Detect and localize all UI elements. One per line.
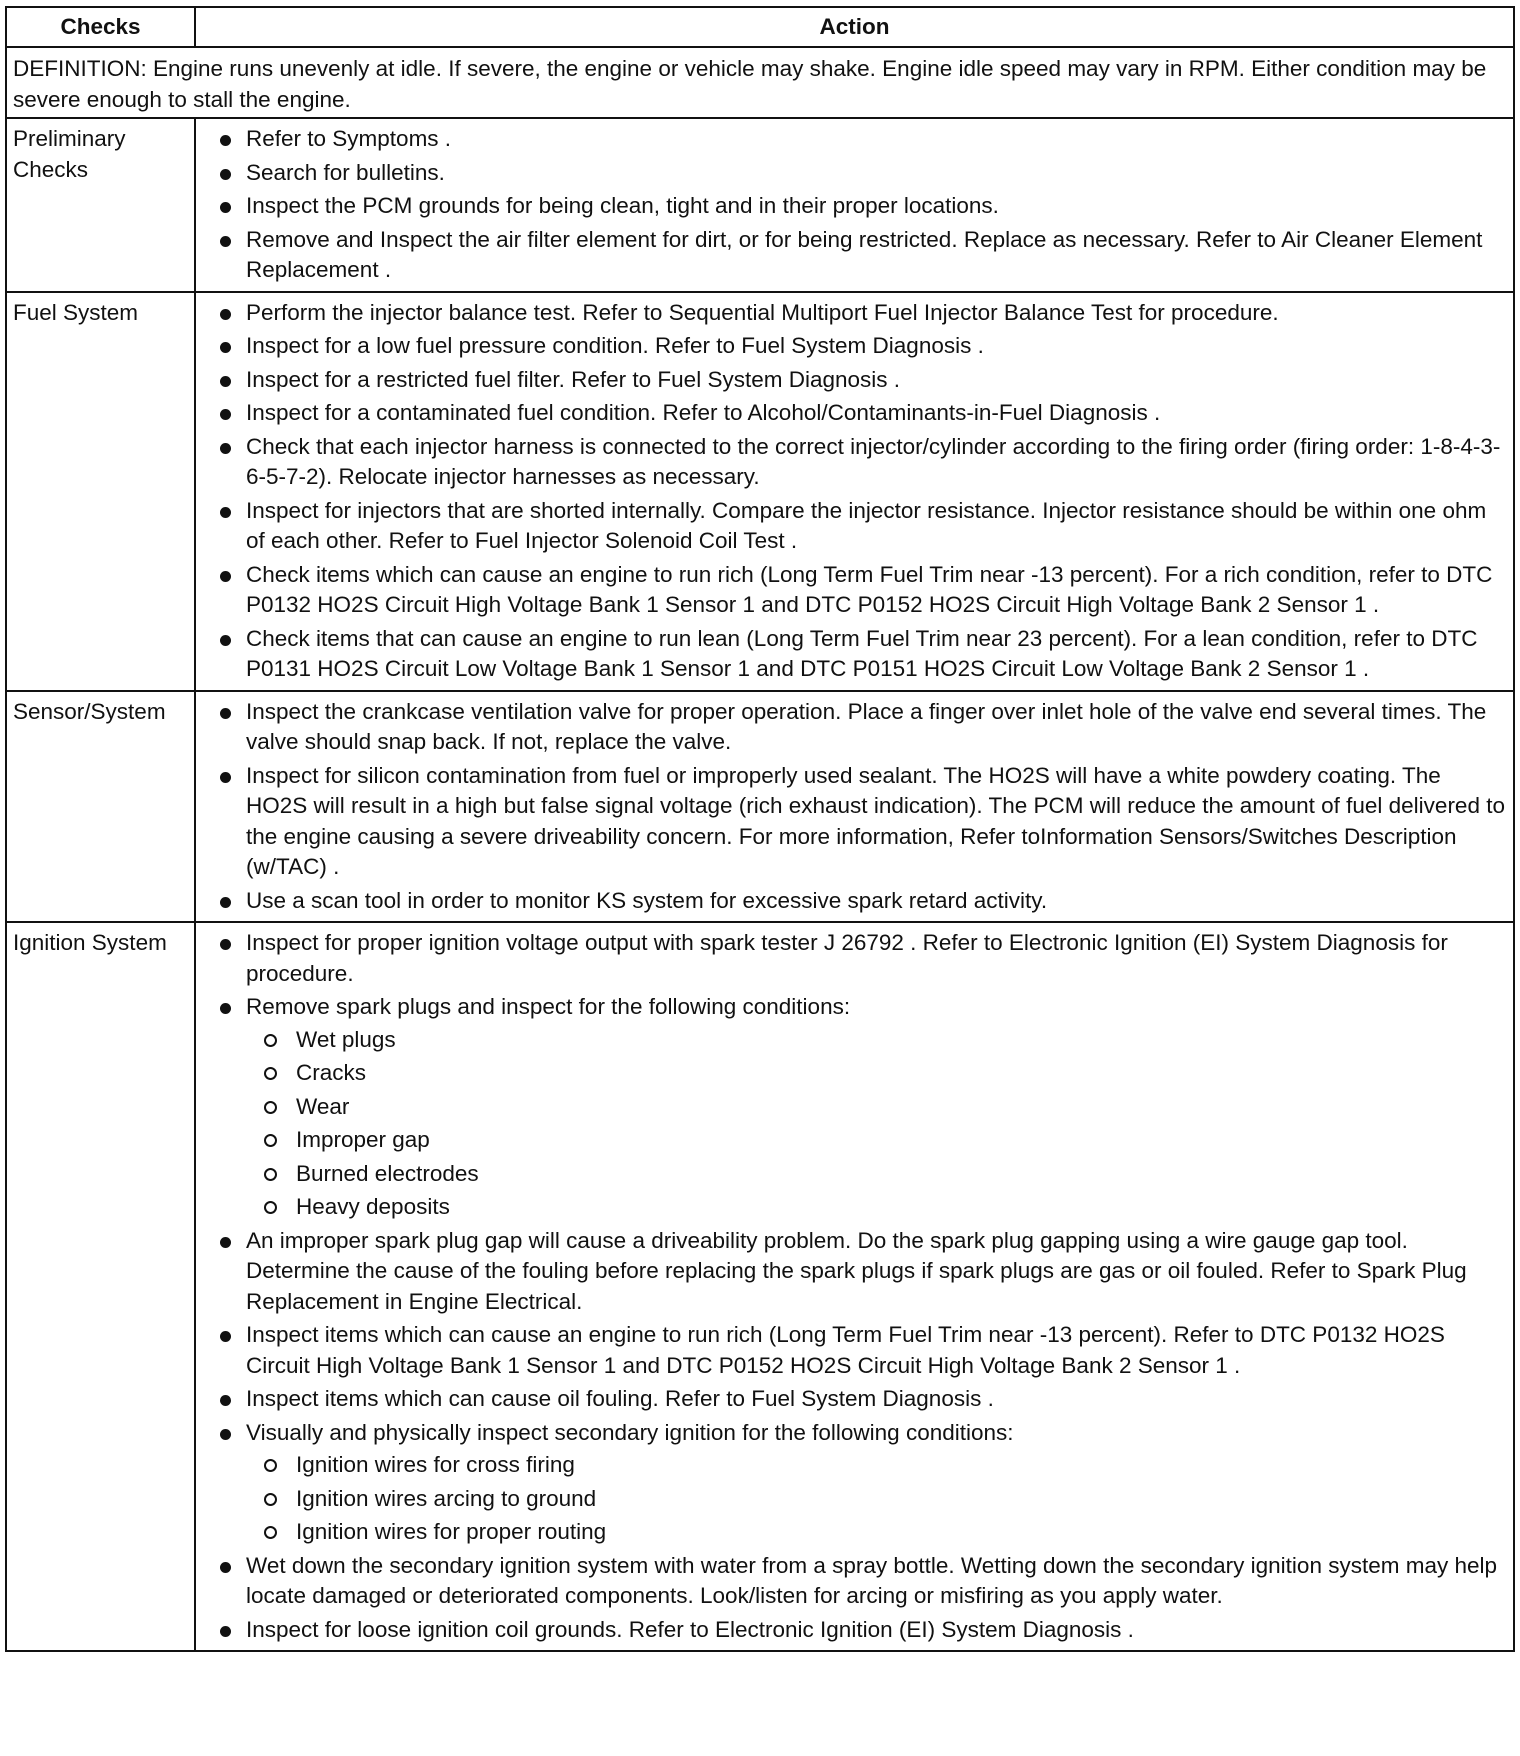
bullet-icon	[220, 236, 231, 247]
condition-item-text: Improper gap	[296, 1127, 430, 1152]
action-list	[202, 928, 1507, 1645]
condition-item	[246, 1450, 1507, 1481]
bullet-icon	[220, 409, 231, 420]
table-row	[6, 691, 1514, 923]
action-item	[202, 761, 1507, 883]
action-cell	[195, 118, 1514, 292]
action-item	[202, 398, 1507, 429]
action-item	[202, 225, 1507, 286]
bullet-icon	[220, 202, 231, 213]
circle-bullet-icon	[264, 1168, 277, 1181]
bullet-icon	[220, 708, 231, 719]
action-item-text: Check items that can cause an engine to run lean (Long Term Fuel Trim near 23 percent). For a lean condition, refer to DTC P0131 HO2S Circuit Low Voltage Bank 1 Sensor 1 and DTC P0151 HO2S Circuit Low Voltage Bank 2 Sensor 1 .	[246, 625, 1478, 681]
circle-bullet-icon	[264, 1101, 277, 1114]
action-item	[202, 191, 1507, 222]
action-item-text: Search for bulletins.	[246, 159, 445, 185]
table-header-row	[6, 7, 1514, 47]
circle-bullet-icon	[264, 1034, 277, 1047]
action-item-text: Visually and physically inspect secondary ignition for the following conditions:	[246, 1419, 1014, 1445]
action-cell	[195, 691, 1514, 923]
condition-list	[246, 1025, 1507, 1223]
bullet-icon	[220, 342, 231, 353]
action-item-text: Inspect for a restricted fuel filter. Refer to Fuel System Diagnosis .	[246, 366, 901, 392]
action-item	[202, 992, 1507, 1223]
condition-item-text: Wet plugs	[296, 1026, 396, 1052]
action-item	[202, 365, 1507, 396]
bullet-icon	[220, 635, 231, 646]
condition-list	[246, 1450, 1507, 1548]
bullet-icon	[220, 376, 231, 387]
condition-item-text: Cracks	[296, 1060, 367, 1085]
action-item-text: Check that each injector harness is connected to the correct injector/cylinder according to the firing order (firing order: 1-8-4-3-6-5-7-2). Relocate injector harnesses as necessary.	[246, 433, 1501, 489]
action-list	[202, 124, 1507, 286]
action-item-text: Remove and Inspect the air filter element for dirt, or for being restricted. Replace as necessary. Refer to Air Cleaner Element Replacement .	[246, 226, 1483, 282]
action-item-text: Inspect for loose ignition coil grounds. Refer to Electronic Ignition (EI) System Diagnosis .	[246, 1616, 1134, 1642]
definition-row	[6, 47, 1514, 118]
bullet-icon	[220, 1429, 231, 1440]
condition-item-text: Heavy deposits	[296, 1194, 450, 1219]
condition-item	[246, 1092, 1507, 1123]
checks-cell: Preliminary Checks	[6, 118, 195, 292]
bullet-icon	[220, 1331, 231, 1342]
action-item-text: Use a scan tool in order to monitor KS system for excessive spark retard activity.	[246, 887, 1048, 913]
circle-bullet-icon	[264, 1526, 277, 1539]
action-item	[202, 928, 1507, 989]
action-item-text: Inspect for a contaminated fuel condition. Refer to Alcohol/Contaminants-in-Fuel Diagnosis .	[246, 400, 1161, 425]
bullet-icon	[220, 443, 231, 454]
condition-item	[246, 1517, 1507, 1548]
checks-cell: Sensor/System	[6, 691, 195, 923]
table-row	[6, 922, 1514, 1651]
condition-item	[246, 1159, 1507, 1190]
action-item	[202, 697, 1507, 758]
circle-bullet-icon	[264, 1134, 277, 1147]
condition-item-text: Ignition wires for cross firing	[296, 1452, 575, 1477]
bullet-icon	[220, 571, 231, 582]
condition-item-text: Ignition wires for proper routing	[296, 1519, 607, 1544]
action-item	[202, 298, 1507, 329]
action-item-text: Inspect for injectors that are shorted internally. Compare the injector resistance. Injector resistance should be within one ohm of each other. Refer to Fuel Injector Solenoid Coil Test .	[246, 497, 1487, 553]
action-item	[202, 1615, 1507, 1646]
action-item-text: Inspect for proper ignition voltage output with spark tester J 26792 . Refer to Electronic Ignition (EI) System Diagnosis for procedure.	[246, 930, 1448, 986]
rough-idle-diagnostic-table	[5, 6, 1515, 1652]
action-item-text: Inspect for silicon contamination from fuel or improperly used sealant. The HO2S will have a white powdery coating. The HO2S will result in a high but false signal voltage (rich exhaust indication). The PCM will reduce the amount of fuel delivered to the engine causing a severe driveability concern. For more information, Refer toInformation Sensors/Switches Description (w/TAC) .	[246, 762, 1505, 879]
condition-item	[246, 1058, 1507, 1089]
action-item	[202, 331, 1507, 362]
condition-item-text: Ignition wires arcing to ground	[296, 1485, 597, 1511]
circle-bullet-icon	[264, 1201, 277, 1214]
circle-bullet-icon	[264, 1493, 277, 1506]
condition-item	[246, 1192, 1507, 1223]
circle-bullet-icon	[264, 1459, 277, 1472]
action-item	[202, 1226, 1507, 1318]
action-item	[202, 124, 1507, 155]
action-item-text: Inspect the PCM grounds for being clean, tight and in their proper locations.	[246, 193, 999, 218]
action-item	[202, 560, 1507, 621]
table-body	[6, 47, 1514, 1651]
bullet-icon	[220, 1562, 231, 1573]
bullet-icon	[220, 939, 231, 950]
condition-item	[246, 1025, 1507, 1056]
bullet-icon	[220, 507, 231, 518]
diagnostic-sheet	[5, 6, 1513, 1652]
condition-item	[246, 1125, 1507, 1156]
bullet-icon	[220, 1237, 231, 1248]
action-item-text: Inspect items which can cause oil fouling. Refer to Fuel System Diagnosis .	[246, 1386, 994, 1411]
action-item	[202, 496, 1507, 557]
action-item-text: Perform the injector balance test. Refer to Sequential Multiport Fuel Injector Balance Test for procedure.	[246, 299, 1279, 325]
action-item	[202, 432, 1507, 493]
bullet-icon	[220, 772, 231, 783]
action-item-text: Inspect items which can cause an engine to run rich (Long Term Fuel Trim near -13 percent). Refer to DTC P0132 HO2S Circuit High Voltage Bank 1 Sensor 1 and DTC P0152 HO2S Circuit High Voltage Bank 2 Sensor 1 .	[246, 1322, 1445, 1378]
table-row	[6, 118, 1514, 292]
bullet-icon	[220, 135, 231, 146]
checks-column-header: Checks	[6, 7, 195, 47]
action-item	[202, 1384, 1507, 1415]
action-item-text: Inspect the crankcase ventilation valve for proper operation. Place a finger over inlet hole of the valve end several times. The valve should snap back. If not, replace the valve.	[246, 698, 1487, 754]
bullet-icon	[220, 1003, 231, 1014]
action-item-text: Inspect for a low fuel pressure condition. Refer to Fuel System Diagnosis .	[246, 333, 984, 358]
action-column-header: Action	[195, 7, 1514, 47]
action-list	[202, 298, 1507, 685]
table-row	[6, 292, 1514, 691]
condition-item-text: Wear	[296, 1093, 350, 1119]
circle-bullet-icon	[264, 1067, 277, 1080]
bullet-icon	[220, 1626, 231, 1637]
action-item-text: Remove spark plugs and inspect for the following conditions:	[246, 994, 851, 1019]
action-item	[202, 1418, 1507, 1548]
action-item-text: Refer to Symptoms .	[246, 126, 452, 151]
bullet-icon	[220, 169, 231, 180]
action-cell	[195, 922, 1514, 1651]
checks-cell: Ignition System	[6, 922, 195, 1651]
action-list	[202, 697, 1507, 917]
checks-cell: Fuel System	[6, 292, 195, 691]
condition-item-text: Burned electrodes	[296, 1160, 479, 1186]
action-cell	[195, 292, 1514, 691]
action-item-text: Wet down the secondary ignition system with water from a spray bottle. Wetting down the secondary ignition system may help locate damaged or deteriorated components. Look/listen for arcing or misfiring as you apply water.	[246, 1552, 1498, 1608]
definition-text: DEFINITION: Engine runs unevenly at idle. If severe, the engine or vehicle may shake. Engine idle speed may vary in RPM. Either condition may be severe enough to stall the engine.	[6, 47, 1514, 118]
action-item-text: An improper spark plug gap will cause a driveability problem. Do the spark plug gapping using a wire gauge gap tool. Determine the cause of the fouling before replacing the spark plugs if spark plugs are gas or oil fouled. Refer to Spark Plug Replacement in Engine Electrical.	[246, 1227, 1467, 1314]
bullet-icon	[220, 897, 231, 908]
action-item	[202, 1551, 1507, 1612]
action-item	[202, 624, 1507, 685]
action-item	[202, 886, 1507, 917]
action-item	[202, 1320, 1507, 1381]
bullet-icon	[220, 309, 231, 320]
condition-item	[246, 1484, 1507, 1515]
action-item-text: Check items which can cause an engine to run rich (Long Term Fuel Trim near -13 percent). For a rich condition, refer to DTC P0132 HO2S Circuit High Voltage Bank 1 Sensor 1 and DTC P0152 HO2S Circuit High Voltage Bank 2 Sensor 1 .	[246, 561, 1493, 617]
action-item	[202, 158, 1507, 189]
bullet-icon	[220, 1395, 231, 1406]
